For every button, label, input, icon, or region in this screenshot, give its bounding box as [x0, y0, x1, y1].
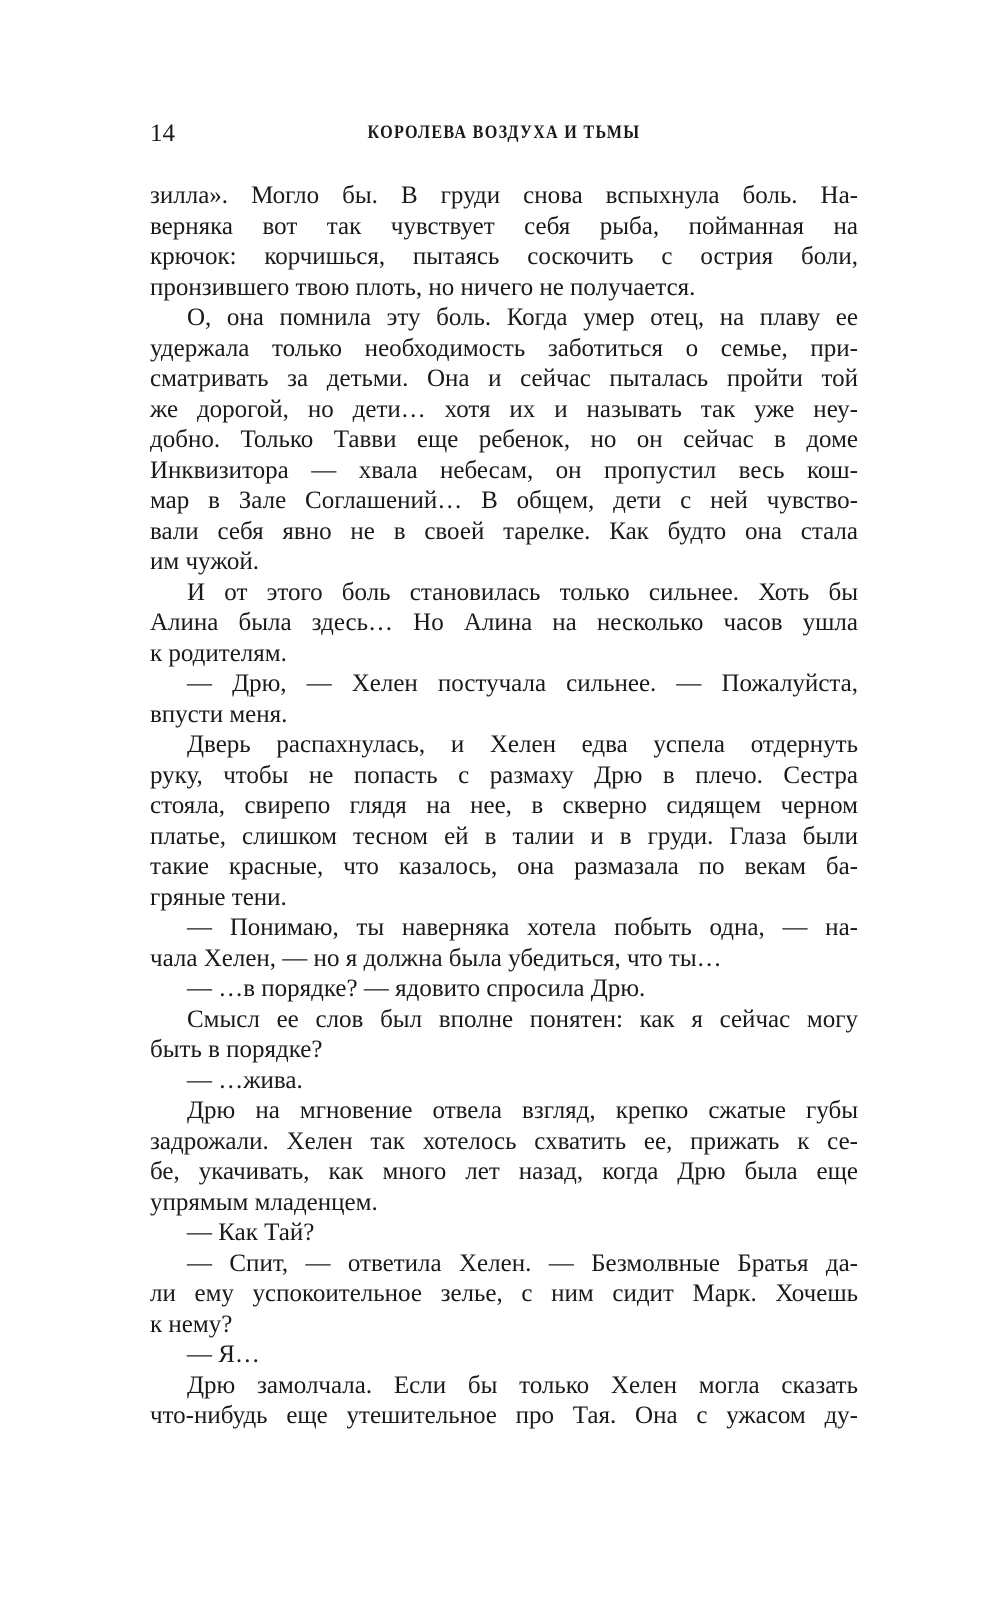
text-line: впусти меня.	[150, 700, 288, 728]
text-line: зилла». Могло бы. В груди снова вспыхнула боль. На-	[150, 182, 858, 209]
text-line: удержала только необходимость заботиться о семье, при-	[150, 334, 858, 362]
text-line: Дрю на мгновение отвела взгляд, крепко сжатые губы	[187, 1097, 858, 1124]
text-line: упрямым младенцем.	[150, 1188, 378, 1216]
text-line: же дорогой, но дети… хотя их и называть так уже неу-	[150, 395, 858, 423]
text-line: что-нибудь еще утешительное про Тая. Она с ужасом ду-	[150, 1402, 858, 1429]
text-line: добно. Только Тавви еще ребенок, но он сейчас в доме	[150, 426, 858, 453]
text-line: быть в порядке?	[150, 1036, 323, 1063]
text-line: гряные тени.	[150, 883, 287, 911]
text-line: И от этого боль становилась только сильнее. Хоть бы	[187, 578, 858, 606]
text-line: — Понимаю, ты наверняка хотела побыть одна, — на-	[187, 914, 858, 941]
text-line: — Я…	[187, 1341, 260, 1368]
text-line: ли ему успокоительное зелье, с ним сидит Марк. Хочешь	[150, 1280, 858, 1307]
text-line: крючок: корчишься, пытаясь соскочить с острия боли,	[150, 243, 858, 270]
text-line: им чужой.	[150, 548, 259, 575]
text-line: руку, чтобы не попасть с размаху Дрю в плечо. Сестра	[150, 761, 858, 789]
text-line: мар в Зале Соглашений… В общем, дети с ней чувство-	[150, 487, 858, 514]
text-line: Алина была здесь… Но Алина на несколько часов ушла	[150, 609, 858, 636]
running-title: КОРОЛЕВА ВОЗДУХА И ТЬМЫ	[367, 122, 641, 143]
text-line: платье, слишком тесном ей в талии и в груди. Глаза были	[150, 822, 858, 850]
text-line: — …в порядке? — ядовито спросила Дрю.	[187, 975, 646, 1002]
text-line: — Как Тай?	[187, 1219, 315, 1246]
text-line: к нему?	[150, 1310, 233, 1338]
text-line: сматривать за детьми. Она и сейчас пыталась пройти той	[150, 365, 858, 392]
text-line: О, она помнила эту боль. Когда умер отец, на плаву ее	[187, 304, 858, 331]
text-line: вали себя явно не в своей тарелке. Как будто она стала	[150, 517, 858, 545]
text-line: верняка вот так чувствует себя рыба, пойманная на	[150, 212, 858, 240]
text-line: — Спит, — ответила Хелен. — Безмолвные Братья да-	[187, 1249, 858, 1277]
text-line: Инквизитора — хвала небесам, он пропустил весь кош-	[150, 456, 858, 484]
text-line: Дверь распахнулась, и Хелен едва успела отдернуть	[187, 731, 858, 758]
text-line: пронзившего твою плоть, но ничего не получается.	[150, 273, 696, 301]
text-line: стояла, свирепо глядя на нее, в скверно сидящем черном	[150, 792, 858, 819]
text-line: чала Хелен, — но я должна была убедиться, что ты…	[150, 944, 722, 972]
text-line: задрожали. Хелен так хотелось схватить ее, прижать к се-	[150, 1127, 858, 1155]
text-line: к родителям.	[150, 639, 287, 667]
text-line: такие красные, что казалось, она размазала по векам ба-	[150, 853, 858, 880]
text-line: бе, укачивать, как много лет назад, когда Дрю была еще	[150, 1158, 858, 1185]
text-line: — Дрю, — Хелен постучала сильнее. — Пожалуйста,	[187, 670, 858, 697]
page-body-text	[150, 181, 858, 1432]
text-line: — …жива.	[187, 1066, 303, 1094]
text-line: Дрю замолчала. Если бы только Хелен могла сказать	[187, 1371, 858, 1399]
page-number: 14	[150, 120, 175, 147]
text-line: Смысл ее слов был вполне понятен: как я сейчас могу	[187, 1005, 858, 1033]
